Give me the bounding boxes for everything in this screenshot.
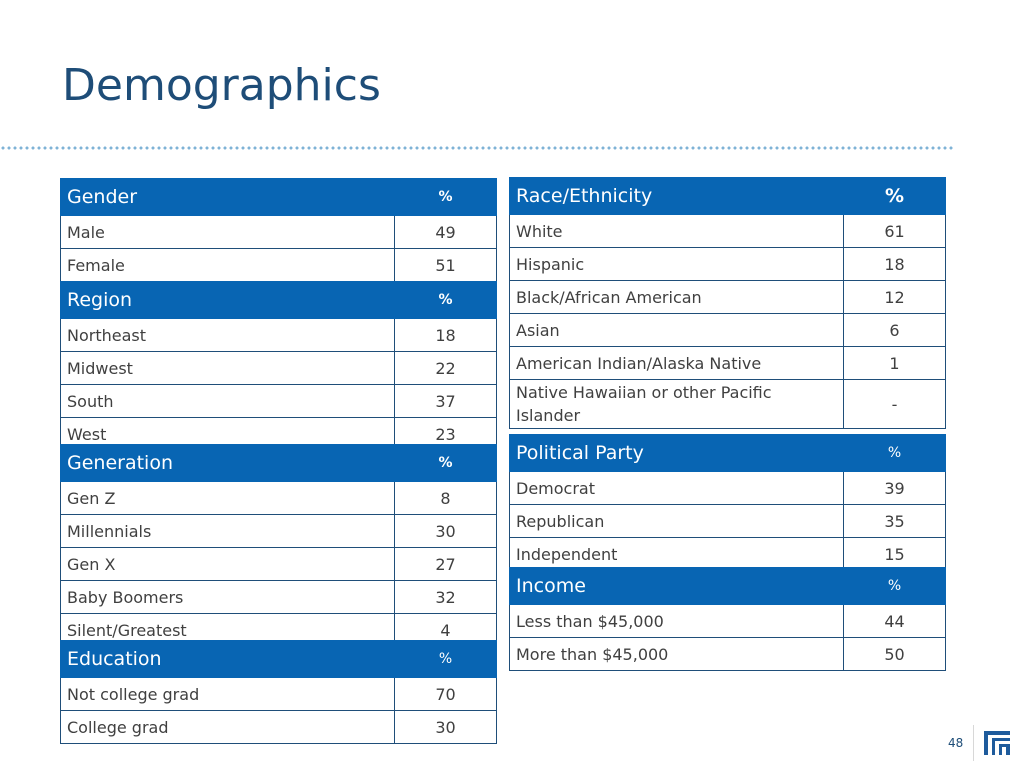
row-value: 8 (395, 482, 497, 515)
race-pct-header: % (844, 178, 946, 215)
row-label: College grad (61, 711, 395, 744)
table-row (61, 482, 497, 515)
row-label: Hispanic (510, 248, 844, 281)
gender-header: Gender (61, 179, 395, 216)
page-number: 48 (948, 736, 964, 750)
income-pct-header: % (844, 568, 946, 605)
row-label: Female (61, 249, 395, 282)
row-label: Male (61, 216, 395, 249)
table-row (510, 538, 946, 571)
row-label: Silent/Greatest (61, 614, 395, 647)
row-label: South (61, 385, 395, 418)
row-value: 50 (844, 638, 946, 671)
row-value: 70 (395, 678, 497, 711)
row-value: 44 (844, 605, 946, 638)
row-label: Midwest (61, 352, 395, 385)
table-row (61, 548, 497, 581)
row-value: 22 (395, 352, 497, 385)
row-label: Less than $45,000 (510, 605, 844, 638)
row-value: 27 (395, 548, 497, 581)
table-row (61, 249, 497, 282)
table-row (510, 380, 946, 429)
row-label: White (510, 215, 844, 248)
party-pct-header: % (844, 435, 946, 472)
row-value: 49 (395, 216, 497, 249)
row-value: 35 (844, 505, 946, 538)
income-table (509, 567, 946, 671)
row-value: 18 (844, 248, 946, 281)
row-value: 15 (844, 538, 946, 571)
row-label: Millennials (61, 515, 395, 548)
table-row (61, 319, 497, 352)
table-row (61, 711, 497, 744)
row-value: 30 (395, 515, 497, 548)
region-pct-header: % (395, 282, 497, 319)
table-row (61, 216, 497, 249)
table-row (510, 472, 946, 505)
row-value: 37 (395, 385, 497, 418)
row-label: Not college grad (61, 678, 395, 711)
row-value: 1 (844, 347, 946, 380)
row-label: Democrat (510, 472, 844, 505)
table-row (510, 605, 946, 638)
row-value: 18 (395, 319, 497, 352)
row-label: Baby Boomers (61, 581, 395, 614)
party-table (509, 434, 946, 571)
region-header: Region (61, 282, 395, 319)
row-value: 32 (395, 581, 497, 614)
row-label: Black/African American (510, 281, 844, 314)
table-row (61, 352, 497, 385)
row-label: Gen X (61, 548, 395, 581)
row-value: 4 (395, 614, 497, 647)
table-row (510, 248, 946, 281)
generation-table (60, 444, 497, 647)
table-row (61, 581, 497, 614)
row-label: Independent (510, 538, 844, 571)
row-label: Republican (510, 505, 844, 538)
income-header: Income (510, 568, 844, 605)
row-value: 51 (395, 249, 497, 282)
race-table (509, 177, 946, 429)
row-label: Asian (510, 314, 844, 347)
row-value: 30 (395, 711, 497, 744)
table-row (510, 314, 946, 347)
gender-pct-header: % (395, 179, 497, 216)
row-value: 23 (395, 418, 497, 451)
row-label: West (61, 418, 395, 451)
table-row (510, 215, 946, 248)
education-table (60, 640, 497, 744)
row-label: American Indian/Alaska Native (510, 347, 844, 380)
region-table (60, 281, 497, 451)
row-label: Native Hawaiian or other Pacific Islander (510, 380, 844, 429)
row-value: 61 (844, 215, 946, 248)
row-value: 39 (844, 472, 946, 505)
table-row (510, 281, 946, 314)
row-label: More than $45,000 (510, 638, 844, 671)
logo-separator (973, 725, 974, 761)
row-label: Northeast (61, 319, 395, 352)
table-row (61, 678, 497, 711)
party-header: Political Party (510, 435, 844, 472)
row-value: 6 (844, 314, 946, 347)
race-header: Race/Ethnicity (510, 178, 844, 215)
table-row (61, 385, 497, 418)
dotted-divider (0, 146, 955, 150)
row-label: Gen Z (61, 482, 395, 515)
row-value: 12 (844, 281, 946, 314)
table-row (510, 347, 946, 380)
row-value: - (844, 380, 946, 429)
company-logo-icon (983, 730, 1011, 760)
education-pct-header: % (395, 641, 497, 678)
gender-table (60, 178, 497, 282)
generation-pct-header: % (395, 445, 497, 482)
table-row (510, 638, 946, 671)
table-row (61, 515, 497, 548)
education-header: Education (61, 641, 395, 678)
page-title: Demographics (62, 60, 381, 111)
table-row (510, 505, 946, 538)
generation-header: Generation (61, 445, 395, 482)
